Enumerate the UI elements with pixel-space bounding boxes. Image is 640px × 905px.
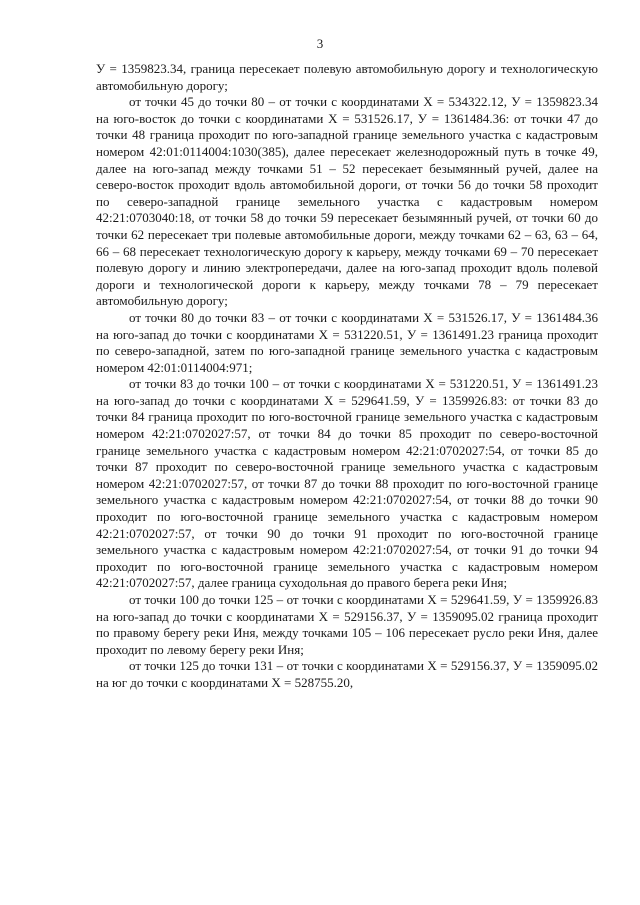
paragraph: У = 1359823.34, граница пересекает полевую автомобильную дорогу и технологическую автомобильную дорогу; (96, 61, 598, 93)
paragraph: от точки 83 до точки 100 – от точки с координатами Х = 531220.51, У = 1361491.23 на юго-запад до точки с координатами Х = 529641.59, У = 1359926.83: от точки 83 до точки 84 граница проходит по юго-восточной границе земельного участка с кадастровым номером 42:21:0702027:57, от точки 84 до точки 85 проходит по северо-восточной границе земельного участка с кадастровым номером 42:21:0702027:54, от точки 85 до точки 87 проходит по северо-восточной границе земельного участка с кадастровым номером 42:21:0702027:57, от точки 87 до точки 88 проходит по юго-восточной границе земельного участка с кадастровым номером 42:21:0702027:54, от точки 88 до точки 90 проходит по юго-восточной границе земельного участка с кадастровым номером 42:21:0702027:57, от точки 90 до точки 91 проходит по юго-восточной границе земельного участка с кадастровым номером 42:21:0702027:54, от точки 91 до точки 94 проходит по юго-восточной границе земельного участка с кадастровым номером 42:21:0702027:57, далее граница суходольная до правого берега реки Иня; (96, 376, 598, 591)
paragraph: от точки 80 до точки 83 – от точки с координатами Х = 531526.17, У = 1361484.36 на юго-запад до точки с координатами Х = 531220.51, У = 1361491.23 граница проходит по северо-западной, затем по юго-западной границе земельного участка с кадастровым номером 42:01:0114004:971; (96, 309, 598, 375)
page-number: 3 (316, 36, 324, 51)
document-body (96, 61, 598, 692)
paragraph: от точки 45 до точки 80 – от точки с координатами Х = 534322.12, У = 1359823.34 на юго-восток до точки с координатами Х = 531526.17, У = 1361484.36: от точки 47 до точки 48 граница проходит по юго-западной границе земельного участка с кадастровым номером 42:01:0114004:1030(385), далее пересекает железнодорожный путь в точке 49, далее на юго-запад между точками 51 – 52 пересекает безымянный ручей, далее на северо-восток проходит вдоль автомобильной дороги, от точки 56 до точки 58 проходит по северо-западной границе земельного участка с кадастровым номером 42:21:0703040:18, от точки 58 до точки 59 пересекает безымянный ручей, от точки 60 до точки 62 пересекает три полевые автомобильные дороги, между точками 62 – 63, 63 – 64, 66 – 68 пересекает технологическую дорогу к карьеру, между точками 69 – 70 пересекает полевую дорогу и линию электропередачи, далее на юго-запад проходит вдоль полевой дороги и технологической дороги к карьеру, между точками 78 – 79 пересекает автомобильную дорогу; (96, 94, 598, 309)
paragraph: от точки 125 до точки 131 – от точки с координатами Х = 529156.37, У = 1359095.02 на юг до точки с координатами Х = 528755.20, (96, 658, 598, 690)
paragraph: от точки 100 до точки 125 – от точки с координатами Х = 529641.59, У = 1359926.83 на юго-запад до точки с координатами Х = 529156.37, У = 1359095.02 граница проходит по правому берегу реки Иня, между точками 105 – 106 пересекает русло реки Иня, далее проходит по левому берегу реки Иня; (96, 592, 598, 657)
